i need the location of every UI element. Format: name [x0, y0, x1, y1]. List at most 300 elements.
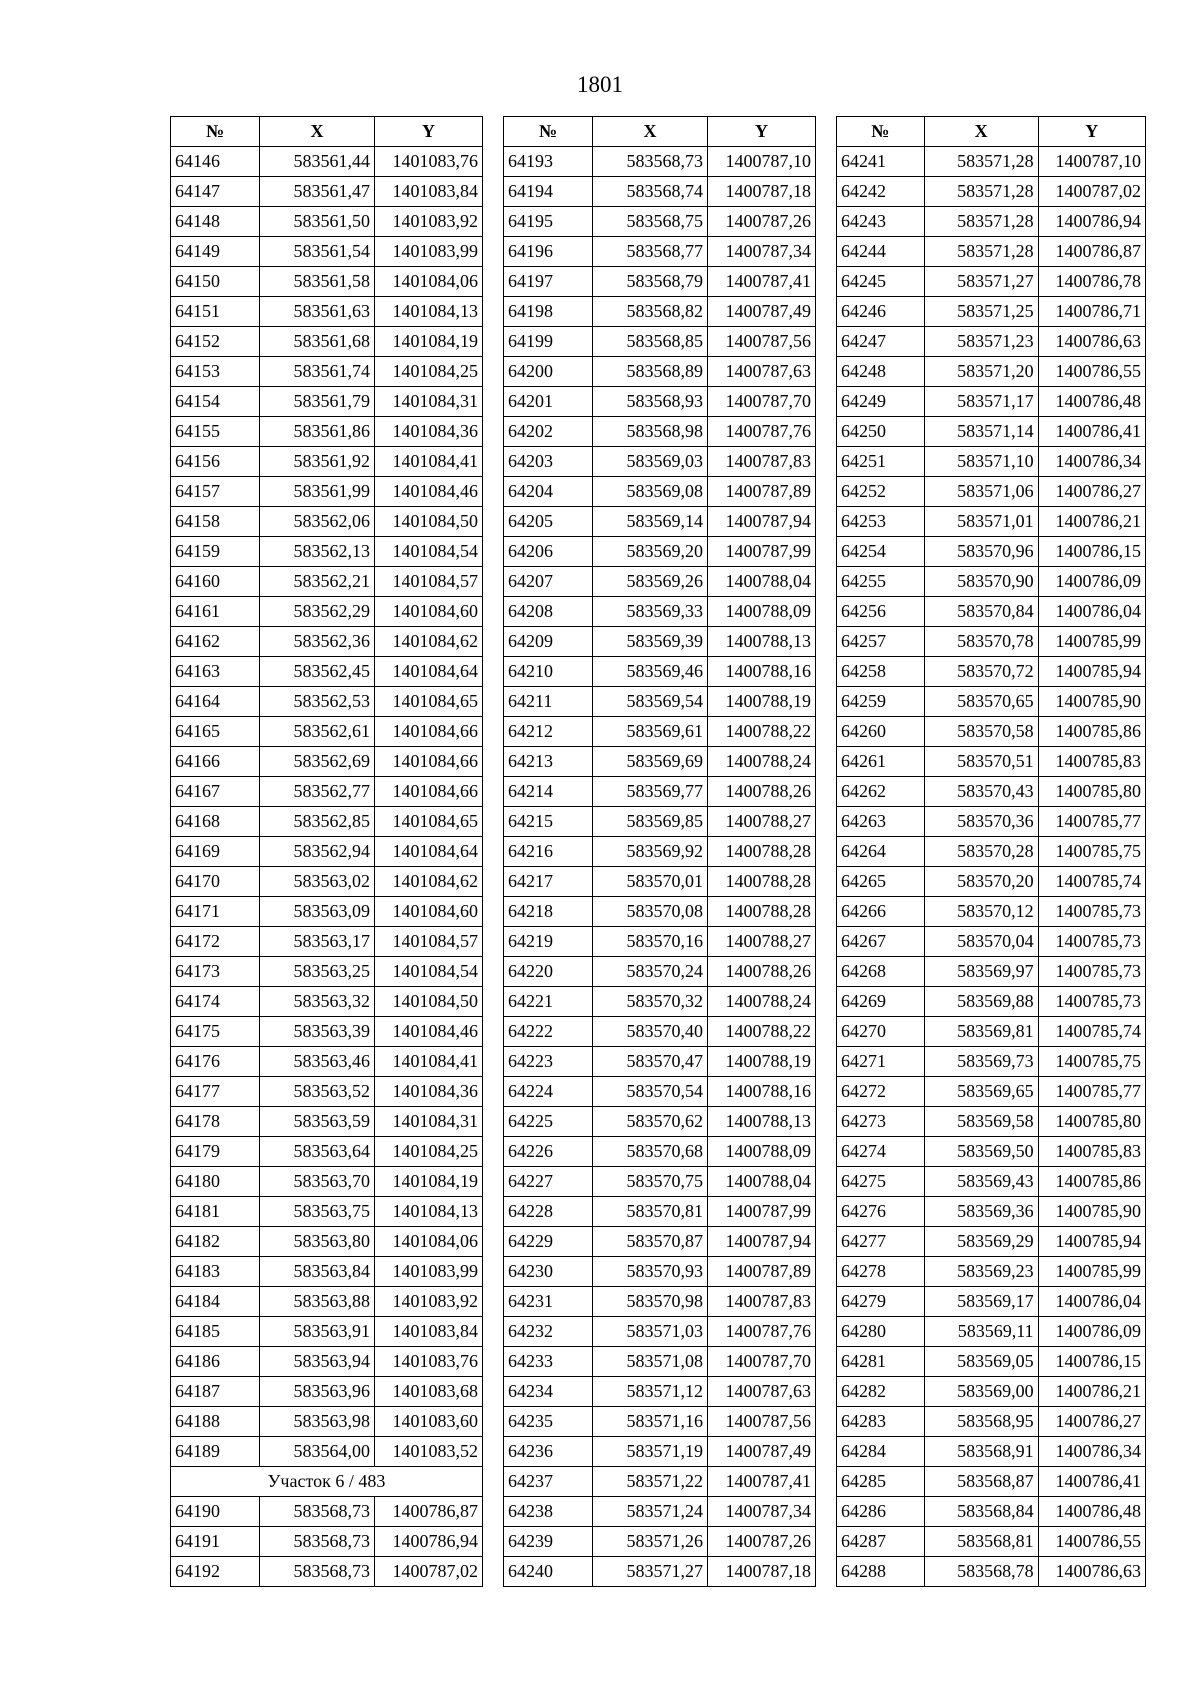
- x-coordinate-cell: 583568,93: [593, 387, 708, 417]
- table-row: [171, 1017, 483, 1047]
- column-header-number: №: [504, 117, 593, 147]
- table-row: [837, 327, 1146, 357]
- x-coordinate-cell: 583571,12: [593, 1377, 708, 1407]
- x-coordinate-cell: 583563,84: [260, 1257, 375, 1287]
- x-coordinate-cell: 583569,14: [593, 507, 708, 537]
- x-coordinate-cell: 583568,78: [924, 1557, 1038, 1587]
- x-coordinate-cell: 583562,61: [260, 717, 375, 747]
- y-coordinate-cell: 1400785,90: [1038, 1197, 1145, 1227]
- y-coordinate-cell: 1400788,13: [708, 1107, 816, 1137]
- point-number-cell: 64146: [171, 147, 260, 177]
- point-number-cell: 64176: [171, 1047, 260, 1077]
- table-row: [171, 1197, 483, 1227]
- y-coordinate-cell: 1401084,64: [375, 657, 483, 687]
- y-coordinate-cell: 1400786,21: [1038, 507, 1145, 537]
- table-row: [504, 837, 816, 867]
- table-row: [171, 417, 483, 447]
- point-number-cell: 64168: [171, 807, 260, 837]
- point-number-cell: 64256: [837, 597, 925, 627]
- table-row: [504, 267, 816, 297]
- y-coordinate-cell: 1400786,27: [1038, 1407, 1145, 1437]
- table-row: [504, 1467, 816, 1497]
- y-coordinate-cell: 1400786,55: [1038, 1527, 1145, 1557]
- x-coordinate-cell: 583563,25: [260, 957, 375, 987]
- point-number-cell: 64279: [837, 1287, 925, 1317]
- y-coordinate-cell: 1401084,60: [375, 897, 483, 927]
- point-number-cell: 64218: [504, 897, 593, 927]
- x-coordinate-cell: 583571,14: [924, 417, 1038, 447]
- x-coordinate-cell: 583569,23: [924, 1257, 1038, 1287]
- y-coordinate-cell: 1401084,06: [375, 267, 483, 297]
- x-coordinate-cell: 583570,16: [593, 927, 708, 957]
- x-coordinate-cell: 583569,03: [593, 447, 708, 477]
- x-coordinate-cell: 583569,46: [593, 657, 708, 687]
- point-number-cell: 64215: [504, 807, 593, 837]
- x-coordinate-cell: 583570,62: [593, 1107, 708, 1137]
- table-row: [504, 1437, 816, 1467]
- y-coordinate-cell: 1400785,73: [1038, 957, 1145, 987]
- x-coordinate-cell: 583570,54: [593, 1077, 708, 1107]
- y-coordinate-cell: 1400786,94: [375, 1527, 483, 1557]
- x-coordinate-cell: 583570,24: [593, 957, 708, 987]
- table-row: [171, 807, 483, 837]
- x-coordinate-cell: 583568,98: [593, 417, 708, 447]
- y-coordinate-cell: 1401083,92: [375, 207, 483, 237]
- table-row: [171, 327, 483, 357]
- point-number-cell: 64264: [837, 837, 925, 867]
- table-row: [837, 897, 1146, 927]
- table-row: [171, 897, 483, 927]
- table-row: [837, 477, 1146, 507]
- table-row: [171, 1497, 483, 1527]
- y-coordinate-cell: 1400787,70: [708, 1347, 816, 1377]
- table-row: [171, 177, 483, 207]
- point-number-cell: 64228: [504, 1197, 593, 1227]
- y-coordinate-cell: 1400785,83: [1038, 747, 1145, 777]
- point-number-cell: 64178: [171, 1107, 260, 1137]
- point-number-cell: 64200: [504, 357, 593, 387]
- x-coordinate-cell: 583563,91: [260, 1317, 375, 1347]
- y-coordinate-cell: 1400787,41: [708, 1467, 816, 1497]
- y-coordinate-cell: 1400785,86: [1038, 1167, 1145, 1197]
- x-coordinate-cell: 583569,43: [924, 1167, 1038, 1197]
- point-number-cell: 64226: [504, 1137, 593, 1167]
- y-coordinate-cell: 1400787,94: [708, 1227, 816, 1257]
- table-row: [504, 777, 816, 807]
- table-row: [504, 1347, 816, 1377]
- point-number-cell: 64188: [171, 1407, 260, 1437]
- x-coordinate-cell: 583570,84: [924, 597, 1038, 627]
- point-number-cell: 64177: [171, 1077, 260, 1107]
- y-coordinate-cell: 1400788,26: [708, 777, 816, 807]
- y-coordinate-cell: 1400786,41: [1038, 1467, 1145, 1497]
- table-row: [504, 357, 816, 387]
- point-number-cell: 64268: [837, 957, 925, 987]
- y-coordinate-cell: 1400788,09: [708, 1137, 816, 1167]
- point-number-cell: 64192: [171, 1557, 260, 1587]
- table-row: [837, 927, 1146, 957]
- x-coordinate-cell: 583562,13: [260, 537, 375, 567]
- y-coordinate-cell: 1401084,13: [375, 1197, 483, 1227]
- table-row: [837, 1227, 1146, 1257]
- table-row: [837, 507, 1146, 537]
- x-coordinate-cell: 583570,90: [924, 567, 1038, 597]
- point-number-cell: 64167: [171, 777, 260, 807]
- y-coordinate-cell: 1401083,52: [375, 1437, 483, 1467]
- x-coordinate-cell: 583570,32: [593, 987, 708, 1017]
- table-row: [171, 777, 483, 807]
- table-row: [504, 1107, 816, 1137]
- y-coordinate-cell: 1401084,65: [375, 687, 483, 717]
- table-row: [504, 1287, 816, 1317]
- x-coordinate-cell: 583563,02: [260, 867, 375, 897]
- point-number-cell: 64281: [837, 1347, 925, 1377]
- point-number-cell: 64258: [837, 657, 925, 687]
- x-coordinate-cell: 583570,51: [924, 747, 1038, 777]
- y-coordinate-cell: 1401084,50: [375, 507, 483, 537]
- point-number-cell: 64204: [504, 477, 593, 507]
- y-coordinate-cell: 1400787,63: [708, 1377, 816, 1407]
- point-number-cell: 64196: [504, 237, 593, 267]
- table-body: [837, 147, 1146, 1587]
- y-coordinate-cell: 1400787,70: [708, 387, 816, 417]
- point-number-cell: 64185: [171, 1317, 260, 1347]
- table-row: [837, 657, 1146, 687]
- x-coordinate-cell: 583570,36: [924, 807, 1038, 837]
- point-number-cell: 64272: [837, 1077, 925, 1107]
- y-coordinate-cell: 1400788,19: [708, 1047, 816, 1077]
- x-coordinate-cell: 583569,92: [593, 837, 708, 867]
- y-coordinate-cell: 1400788,26: [708, 957, 816, 987]
- x-coordinate-cell: 583569,29: [924, 1227, 1038, 1257]
- x-coordinate-cell: 583571,28: [924, 237, 1038, 267]
- point-number-cell: 64270: [837, 1017, 925, 1047]
- table-row: [504, 627, 816, 657]
- y-coordinate-cell: 1400788,04: [708, 567, 816, 597]
- point-number-cell: 64169: [171, 837, 260, 867]
- point-number-cell: 64207: [504, 567, 593, 597]
- y-coordinate-cell: 1400786,21: [1038, 1377, 1145, 1407]
- table-row: [837, 537, 1146, 567]
- y-coordinate-cell: 1400787,26: [708, 1527, 816, 1557]
- table-row: [837, 747, 1146, 777]
- point-number-cell: 64235: [504, 1407, 593, 1437]
- table-row: [171, 1167, 483, 1197]
- table-row: [171, 1407, 483, 1437]
- x-coordinate-cell: 583569,20: [593, 537, 708, 567]
- y-coordinate-cell: 1400785,75: [1038, 1047, 1145, 1077]
- table-row: [504, 1047, 816, 1077]
- point-number-cell: 64156: [171, 447, 260, 477]
- point-number-cell: 64220: [504, 957, 593, 987]
- table-row: [171, 1227, 483, 1257]
- point-number-cell: 64285: [837, 1467, 925, 1497]
- table-row: [171, 717, 483, 747]
- point-number-cell: 64287: [837, 1527, 925, 1557]
- y-coordinate-cell: 1401083,76: [375, 147, 483, 177]
- x-coordinate-cell: 583571,06: [924, 477, 1038, 507]
- point-number-cell: 64230: [504, 1257, 593, 1287]
- point-number-cell: 64254: [837, 537, 925, 567]
- y-coordinate-cell: 1401084,66: [375, 777, 483, 807]
- point-number-cell: 64189: [171, 1437, 260, 1467]
- x-coordinate-cell: 583569,69: [593, 747, 708, 777]
- y-coordinate-cell: 1401084,54: [375, 957, 483, 987]
- y-coordinate-cell: 1400785,77: [1038, 807, 1145, 837]
- table-row: [504, 237, 816, 267]
- x-coordinate-cell: 583571,08: [593, 1347, 708, 1377]
- column-header-x: X: [593, 117, 708, 147]
- point-number-cell: 64183: [171, 1257, 260, 1287]
- table-row: [837, 1197, 1146, 1227]
- point-number-cell: 64199: [504, 327, 593, 357]
- table-row: [171, 957, 483, 987]
- x-coordinate-cell: 583569,88: [924, 987, 1038, 1017]
- point-number-cell: 64209: [504, 627, 593, 657]
- point-number-cell: 64191: [171, 1527, 260, 1557]
- point-number-cell: 64231: [504, 1287, 593, 1317]
- y-coordinate-cell: 1400786,94: [1038, 207, 1145, 237]
- point-number-cell: 64251: [837, 447, 925, 477]
- point-number-cell: 64269: [837, 987, 925, 1017]
- x-coordinate-cell: 583570,01: [593, 867, 708, 897]
- table-row: [837, 387, 1146, 417]
- point-number-cell: 64173: [171, 957, 260, 987]
- table-row: [171, 1347, 483, 1377]
- point-number-cell: 64186: [171, 1347, 260, 1377]
- x-coordinate-cell: 583568,74: [593, 177, 708, 207]
- table-row: [504, 147, 816, 177]
- table-row: [504, 927, 816, 957]
- y-coordinate-cell: 1400786,09: [1038, 1317, 1145, 1347]
- table-row: [171, 597, 483, 627]
- x-coordinate-cell: 583561,99: [260, 477, 375, 507]
- table-row: [837, 177, 1146, 207]
- point-number-cell: 64171: [171, 897, 260, 927]
- table-row: [171, 1437, 483, 1467]
- x-coordinate-cell: 583571,24: [593, 1497, 708, 1527]
- point-number-cell: 64223: [504, 1047, 593, 1077]
- y-coordinate-cell: 1400785,74: [1038, 867, 1145, 897]
- x-coordinate-cell: 583568,73: [260, 1557, 375, 1587]
- point-number-cell: 64211: [504, 687, 593, 717]
- y-coordinate-cell: 1400786,63: [1038, 1557, 1145, 1587]
- table-row: [171, 267, 483, 297]
- x-coordinate-cell: 583569,36: [924, 1197, 1038, 1227]
- table-row: [171, 297, 483, 327]
- point-number-cell: 64288: [837, 1557, 925, 1587]
- y-coordinate-cell: 1400786,04: [1038, 597, 1145, 627]
- point-number-cell: 64170: [171, 867, 260, 897]
- x-coordinate-cell: 583563,70: [260, 1167, 375, 1197]
- x-coordinate-cell: 583568,84: [924, 1497, 1038, 1527]
- y-coordinate-cell: 1400785,77: [1038, 1077, 1145, 1107]
- table-row: [504, 1377, 816, 1407]
- table-row: [837, 687, 1146, 717]
- x-coordinate-cell: 583562,94: [260, 837, 375, 867]
- x-coordinate-cell: 583569,73: [924, 1047, 1038, 1077]
- x-coordinate-cell: 583561,79: [260, 387, 375, 417]
- x-coordinate-cell: 583570,28: [924, 837, 1038, 867]
- y-coordinate-cell: 1400788,22: [708, 717, 816, 747]
- y-coordinate-cell: 1400786,34: [1038, 1437, 1145, 1467]
- point-number-cell: 64283: [837, 1407, 925, 1437]
- y-coordinate-cell: 1400788,09: [708, 597, 816, 627]
- table-row: [171, 657, 483, 687]
- table-row: [837, 357, 1146, 387]
- table-row: [504, 567, 816, 597]
- x-coordinate-cell: 583562,85: [260, 807, 375, 837]
- table-row: [171, 1527, 483, 1557]
- table-row: [171, 837, 483, 867]
- x-coordinate-cell: 583568,89: [593, 357, 708, 387]
- table-row: [171, 1047, 483, 1077]
- table-row: [171, 927, 483, 957]
- x-coordinate-cell: 583568,95: [924, 1407, 1038, 1437]
- point-number-cell: 64250: [837, 417, 925, 447]
- point-number-cell: 64271: [837, 1047, 925, 1077]
- x-coordinate-cell: 583571,03: [593, 1317, 708, 1347]
- point-number-cell: 64275: [837, 1167, 925, 1197]
- y-coordinate-cell: 1401084,62: [375, 627, 483, 657]
- y-coordinate-cell: 1400785,80: [1038, 777, 1145, 807]
- x-coordinate-cell: 583561,50: [260, 207, 375, 237]
- table-row: [504, 1557, 816, 1587]
- table-row: [837, 1017, 1146, 1047]
- point-number-cell: 64213: [504, 747, 593, 777]
- point-number-cell: 64172: [171, 927, 260, 957]
- y-coordinate-cell: 1400788,24: [708, 747, 816, 777]
- x-coordinate-cell: 583569,81: [924, 1017, 1038, 1047]
- table-row: [171, 1287, 483, 1317]
- table-row: [504, 867, 816, 897]
- x-coordinate-cell: 583570,04: [924, 927, 1038, 957]
- y-coordinate-cell: 1401084,66: [375, 717, 483, 747]
- table-row: [504, 957, 816, 987]
- point-number-cell: 64150: [171, 267, 260, 297]
- x-coordinate-cell: 583571,25: [924, 297, 1038, 327]
- y-coordinate-cell: 1401083,84: [375, 177, 483, 207]
- x-coordinate-cell: 583571,16: [593, 1407, 708, 1437]
- point-number-cell: 64210: [504, 657, 593, 687]
- table-row: [837, 417, 1146, 447]
- x-coordinate-cell: 583570,08: [593, 897, 708, 927]
- y-coordinate-cell: 1400787,49: [708, 297, 816, 327]
- x-coordinate-cell: 583563,17: [260, 927, 375, 957]
- table-row: [837, 207, 1146, 237]
- x-coordinate-cell: 583571,27: [924, 267, 1038, 297]
- x-coordinate-cell: 583571,19: [593, 1437, 708, 1467]
- y-coordinate-cell: 1400787,89: [708, 477, 816, 507]
- point-number-cell: 64249: [837, 387, 925, 417]
- y-coordinate-cell: 1400787,26: [708, 207, 816, 237]
- column-header-y: Y: [1038, 117, 1145, 147]
- x-coordinate-cell: 583563,80: [260, 1227, 375, 1257]
- table-row: [837, 1437, 1146, 1467]
- table-row: [171, 987, 483, 1017]
- x-coordinate-cell: 583570,87: [593, 1227, 708, 1257]
- x-coordinate-cell: 583568,87: [924, 1467, 1038, 1497]
- y-coordinate-cell: 1400786,63: [1038, 327, 1145, 357]
- table-row: [837, 1167, 1146, 1197]
- x-coordinate-cell: 583569,05: [924, 1347, 1038, 1377]
- point-number-cell: 64154: [171, 387, 260, 417]
- point-number-cell: 64221: [504, 987, 593, 1017]
- y-coordinate-cell: 1400787,83: [708, 1287, 816, 1317]
- y-coordinate-cell: 1400786,04: [1038, 1287, 1145, 1317]
- x-coordinate-cell: 583563,32: [260, 987, 375, 1017]
- x-coordinate-cell: 583570,20: [924, 867, 1038, 897]
- table-row: [504, 1197, 816, 1227]
- y-coordinate-cell: 1401084,62: [375, 867, 483, 897]
- y-coordinate-cell: 1400787,99: [708, 1197, 816, 1227]
- table-row: [171, 747, 483, 777]
- header-row: [171, 117, 483, 147]
- x-coordinate-cell: 583569,97: [924, 957, 1038, 987]
- x-coordinate-cell: 583569,17: [924, 1287, 1038, 1317]
- x-coordinate-cell: 583562,36: [260, 627, 375, 657]
- y-coordinate-cell: 1400787,34: [708, 1497, 816, 1527]
- table-row: [504, 717, 816, 747]
- point-number-cell: 64277: [837, 1227, 925, 1257]
- x-coordinate-cell: 583563,46: [260, 1047, 375, 1077]
- table-row: [504, 1017, 816, 1047]
- y-coordinate-cell: 1401084,46: [375, 1017, 483, 1047]
- table-row: [504, 747, 816, 777]
- y-coordinate-cell: 1401084,50: [375, 987, 483, 1017]
- point-number-cell: 64284: [837, 1437, 925, 1467]
- x-coordinate-cell: 583561,44: [260, 147, 375, 177]
- y-coordinate-cell: 1400786,34: [1038, 447, 1145, 477]
- point-number-cell: 64208: [504, 597, 593, 627]
- table-row: [504, 387, 816, 417]
- table-row: [504, 297, 816, 327]
- point-number-cell: 64245: [837, 267, 925, 297]
- y-coordinate-cell: 1401084,54: [375, 537, 483, 567]
- point-number-cell: 64266: [837, 897, 925, 927]
- x-coordinate-cell: 583561,58: [260, 267, 375, 297]
- y-coordinate-cell: 1401084,64: [375, 837, 483, 867]
- y-coordinate-cell: 1400788,28: [708, 867, 816, 897]
- y-coordinate-cell: 1400785,90: [1038, 687, 1145, 717]
- x-coordinate-cell: 583569,39: [593, 627, 708, 657]
- x-coordinate-cell: 583571,27: [593, 1557, 708, 1587]
- table-row: [837, 1377, 1146, 1407]
- table-row: [504, 417, 816, 447]
- point-number-cell: 64195: [504, 207, 593, 237]
- x-coordinate-cell: 583568,73: [593, 147, 708, 177]
- coordinate-table-2: [503, 116, 816, 1587]
- x-coordinate-cell: 583563,94: [260, 1347, 375, 1377]
- point-number-cell: 64233: [504, 1347, 593, 1377]
- table-row: [171, 1317, 483, 1347]
- y-coordinate-cell: 1401083,92: [375, 1287, 483, 1317]
- y-coordinate-cell: 1401084,57: [375, 567, 483, 597]
- table-row: [171, 207, 483, 237]
- table-row: [171, 687, 483, 717]
- table-row: [837, 867, 1146, 897]
- y-coordinate-cell: 1400787,49: [708, 1437, 816, 1467]
- column-header-number: №: [837, 117, 925, 147]
- x-coordinate-cell: 583568,81: [924, 1527, 1038, 1557]
- section-row: [171, 1467, 483, 1497]
- table-row: [837, 957, 1146, 987]
- y-coordinate-cell: 1401084,65: [375, 807, 483, 837]
- point-number-cell: 64225: [504, 1107, 593, 1137]
- table-row: [504, 327, 816, 357]
- y-coordinate-cell: 1400787,56: [708, 327, 816, 357]
- point-number-cell: 64247: [837, 327, 925, 357]
